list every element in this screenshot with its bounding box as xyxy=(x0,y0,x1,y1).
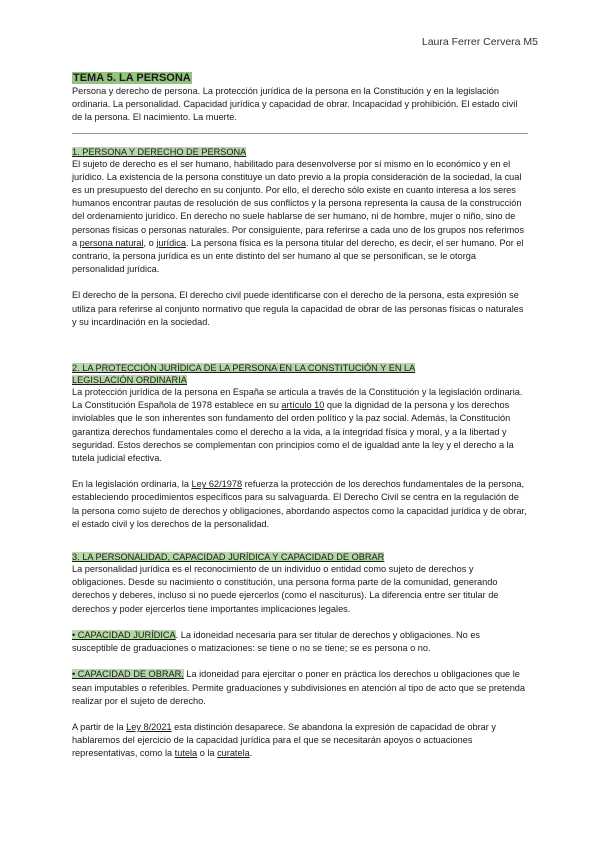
document-content xyxy=(72,72,528,761)
section-divider xyxy=(72,133,528,134)
section-3-paragraph-1: La personalidad jurídica es el reconocimiento de un individuo o entidad como sujeto de derechos y obligaciones. Desde su nacimiento o constitución, una persona forma parte de la comunidad, generando derechos y deberes, incluso si no puede ejercerlos (como el nasciturus). La diferencia entre ser titular de derechos y poder ejercerlos tiene importantes implicaciones legales. xyxy=(72,564,499,614)
capacidad-juridica-item: • CAPACIDAD JURÍDICA. La idoneidad necesaria para ser titular de derechos y obligaciones. No es susceptible de graduaciones o matizaciones: se tiene o no se tiene; se es persona o no. xyxy=(72,629,481,654)
capacidad-juridica-label: • CAPACIDAD JURÍDICA xyxy=(72,629,176,640)
ley-62-1978-link: Ley 62/1978 xyxy=(191,479,243,490)
tutela-link: tutela xyxy=(174,748,198,759)
tema-title: TEMA 5. LA PERSONA xyxy=(73,72,191,84)
section-2-paragraph-2: En la legislación ordinaria, la Ley 62/1978 refuerza la protección de los derechos fundamentales de la persona, estableciendo procedimientos específicos para su salvaguarda. El Derecho Civil se centra en la regulación de la persona como sujeto de derechos y obligaciones, abordando aspectos como la capacidad jurídica y de obrar, el estado civil y los derechos de la personalidad. xyxy=(72,479,527,529)
capacidad-obrar-item: • CAPACIDAD DE OBRAR. La idoneidad para ejercitar o poner en práctica los derechos u obligaciones que le sean imputables o referibles. Permite graduaciones y subdivisiones en atención al tipo de acto que se pretenda realizar por el sujeto de derecho. xyxy=(72,669,526,706)
section-1-paragraph-1: El sujeto de derecho es el ser humano, habilitado para desenvolverse por sí mismo en lo económico y en el jurídico. La existencia de la persona constituye un dato previo a la propia consideración de la sociedad, la cual es un presupuesto del derecho en su conjunto. Por ello, el derecho sólo existe en cuanto interesa a los seres humanos encontrar pautas de resolución de sus conflictos y la persona representa la causa de la construcción del ordenamiento jurídico. En derecho no suele hablarse de ser humano, ni de hombre, mujer o niño, sino de personas físicas o personas naturales. Por consiguiente, para referirse a cada uno de los grupos nos referimos a persona natural, o jurídica. La persona física es la persona titular del derecho, es decir, el ser humano. Por el contrario, la persona jurídica es un ente distinto del ser humano al que se personifican, se le otorga personalidad jurídica. xyxy=(72,158,524,275)
section-1-paragraph-2: El derecho de la persona. El derecho civil puede identificarse con el derecho de la persona, esta expresión se utiliza para referirse al conjunto normativo que regula la capacidad de obrar de las personas físicas o naturales y su incardinación en la sociedad. xyxy=(72,290,524,327)
tema-intro: Persona y derecho de persona. La protección jurídica de la persona en la Constitución y en la legislación ordinaria. La personalidad. Capacidad jurídica y capacidad de obrar. Incapacidad y prohibición. El estado civil de la persona. El nacimiento. La muerte. xyxy=(72,86,518,123)
section-3-title: 3. LA PERSONALIDAD, CAPACIDAD JURÍDICA Y CAPACIDAD DE OBRAR xyxy=(72,552,385,563)
articulo-10-link: artículo 10 xyxy=(281,400,325,411)
section-2-title: 2. LA PROTECCIÓN JURÍDICA DE LA PERSONA EN LA CONSTITUCIÓN Y EN LA LEGISLACIÓN ORDINARIA xyxy=(72,363,416,386)
section-3-paragraph-4: A partir de la Ley 8/2021 esta distinción desaparece. Se abandona la expresión de capacidad de obrar y hablaremos del ejercicio de la capacidad jurídica para el que se necesitarán apoyos o actuaciones representativas, como la tutela o la curatela. xyxy=(72,721,496,759)
capacidad-obrar-label: • CAPACIDAD DE OBRAR. xyxy=(72,669,184,680)
section-2-paragraph-1: La protección jurídica de la persona en España se articula a través de la Constitución y la legislación ordinaria. La Constitución Española de 1978 establece en su artículo 10 que la dignidad de la persona y los derechos inviolables que le son inherentes son fundamento del orden político y la paz social. Además, la Constitución garantiza derechos fundamentales como el derecho a la vida, a la integridad física y moral, y a la libertad y seguridad. Estos derechos se complementan con principios como el de igualdad ante la ley y el derecho a la tutela judicial efectiva. xyxy=(72,387,523,464)
author-header: Laura Ferrer Cervera M5 xyxy=(421,36,538,48)
curatela-link: curatela xyxy=(217,748,250,759)
section-1-title: 1. PERSONA Y DERECHO DE PERSONA xyxy=(72,146,247,157)
ley-8-2021-link: Ley 8/2021 xyxy=(126,721,172,732)
juridica-link: jurídica xyxy=(156,237,186,248)
persona-natural-link: persona natural xyxy=(79,237,144,248)
